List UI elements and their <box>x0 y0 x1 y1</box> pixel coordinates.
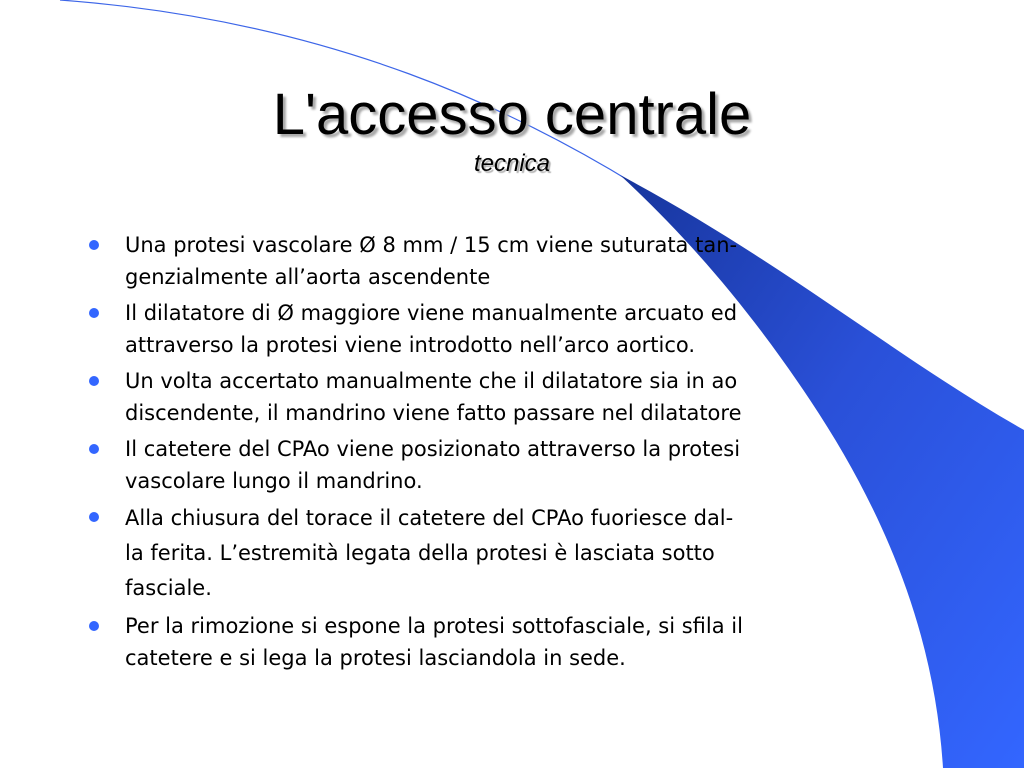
bullet-dot-icon <box>89 444 99 454</box>
bullet-text: Alla chiusura del torace il catetere del CPAo fuoriesce dal- la ferita. L’estremità legata della protesi è lasciata sotto fasciale. <box>125 506 734 600</box>
bullet-item <box>86 433 886 497</box>
bullet-dot-icon <box>89 308 99 318</box>
bullet-dot-icon <box>89 512 99 522</box>
bullet-text: Il dilatatore di Ø maggiore viene manualmente arcuato ed attraverso la protesi viene introdotto nell’arco aortico. <box>125 301 738 357</box>
bullet-text: Una protesi vascolare Ø 8 mm / 15 cm viene suturata tan- genzialmente all’aorta ascendente <box>125 233 738 289</box>
slide-title: L'accesso centrale <box>272 82 752 147</box>
bullet-item <box>86 501 886 606</box>
bullet-text: Per la rimozione si espone la protesi sottofasciale, si sfila il catetere e si lega la protesi lasciandola in sede. <box>125 614 743 670</box>
bullet-item <box>86 365 886 429</box>
bullet-dot-icon <box>89 240 99 250</box>
bullet-text: Un volta accertato manualmente che il dilatatore sia in ao discendente, il mandrino viene fatto passare nel dilatatore <box>125 369 742 425</box>
bullet-dot-icon <box>89 621 99 631</box>
slide-subtitle: tecnica <box>473 150 551 177</box>
title-block <box>0 80 1024 178</box>
bullet-item <box>86 229 886 293</box>
bullet-item <box>86 610 886 674</box>
bullet-text: Il catetere del CPAo viene posizionato attraverso la protesi vascolare lungo il mandrino. <box>125 437 741 493</box>
bullet-dot-icon <box>89 376 99 386</box>
bullet-item <box>86 297 886 361</box>
bullet-list <box>86 229 886 678</box>
